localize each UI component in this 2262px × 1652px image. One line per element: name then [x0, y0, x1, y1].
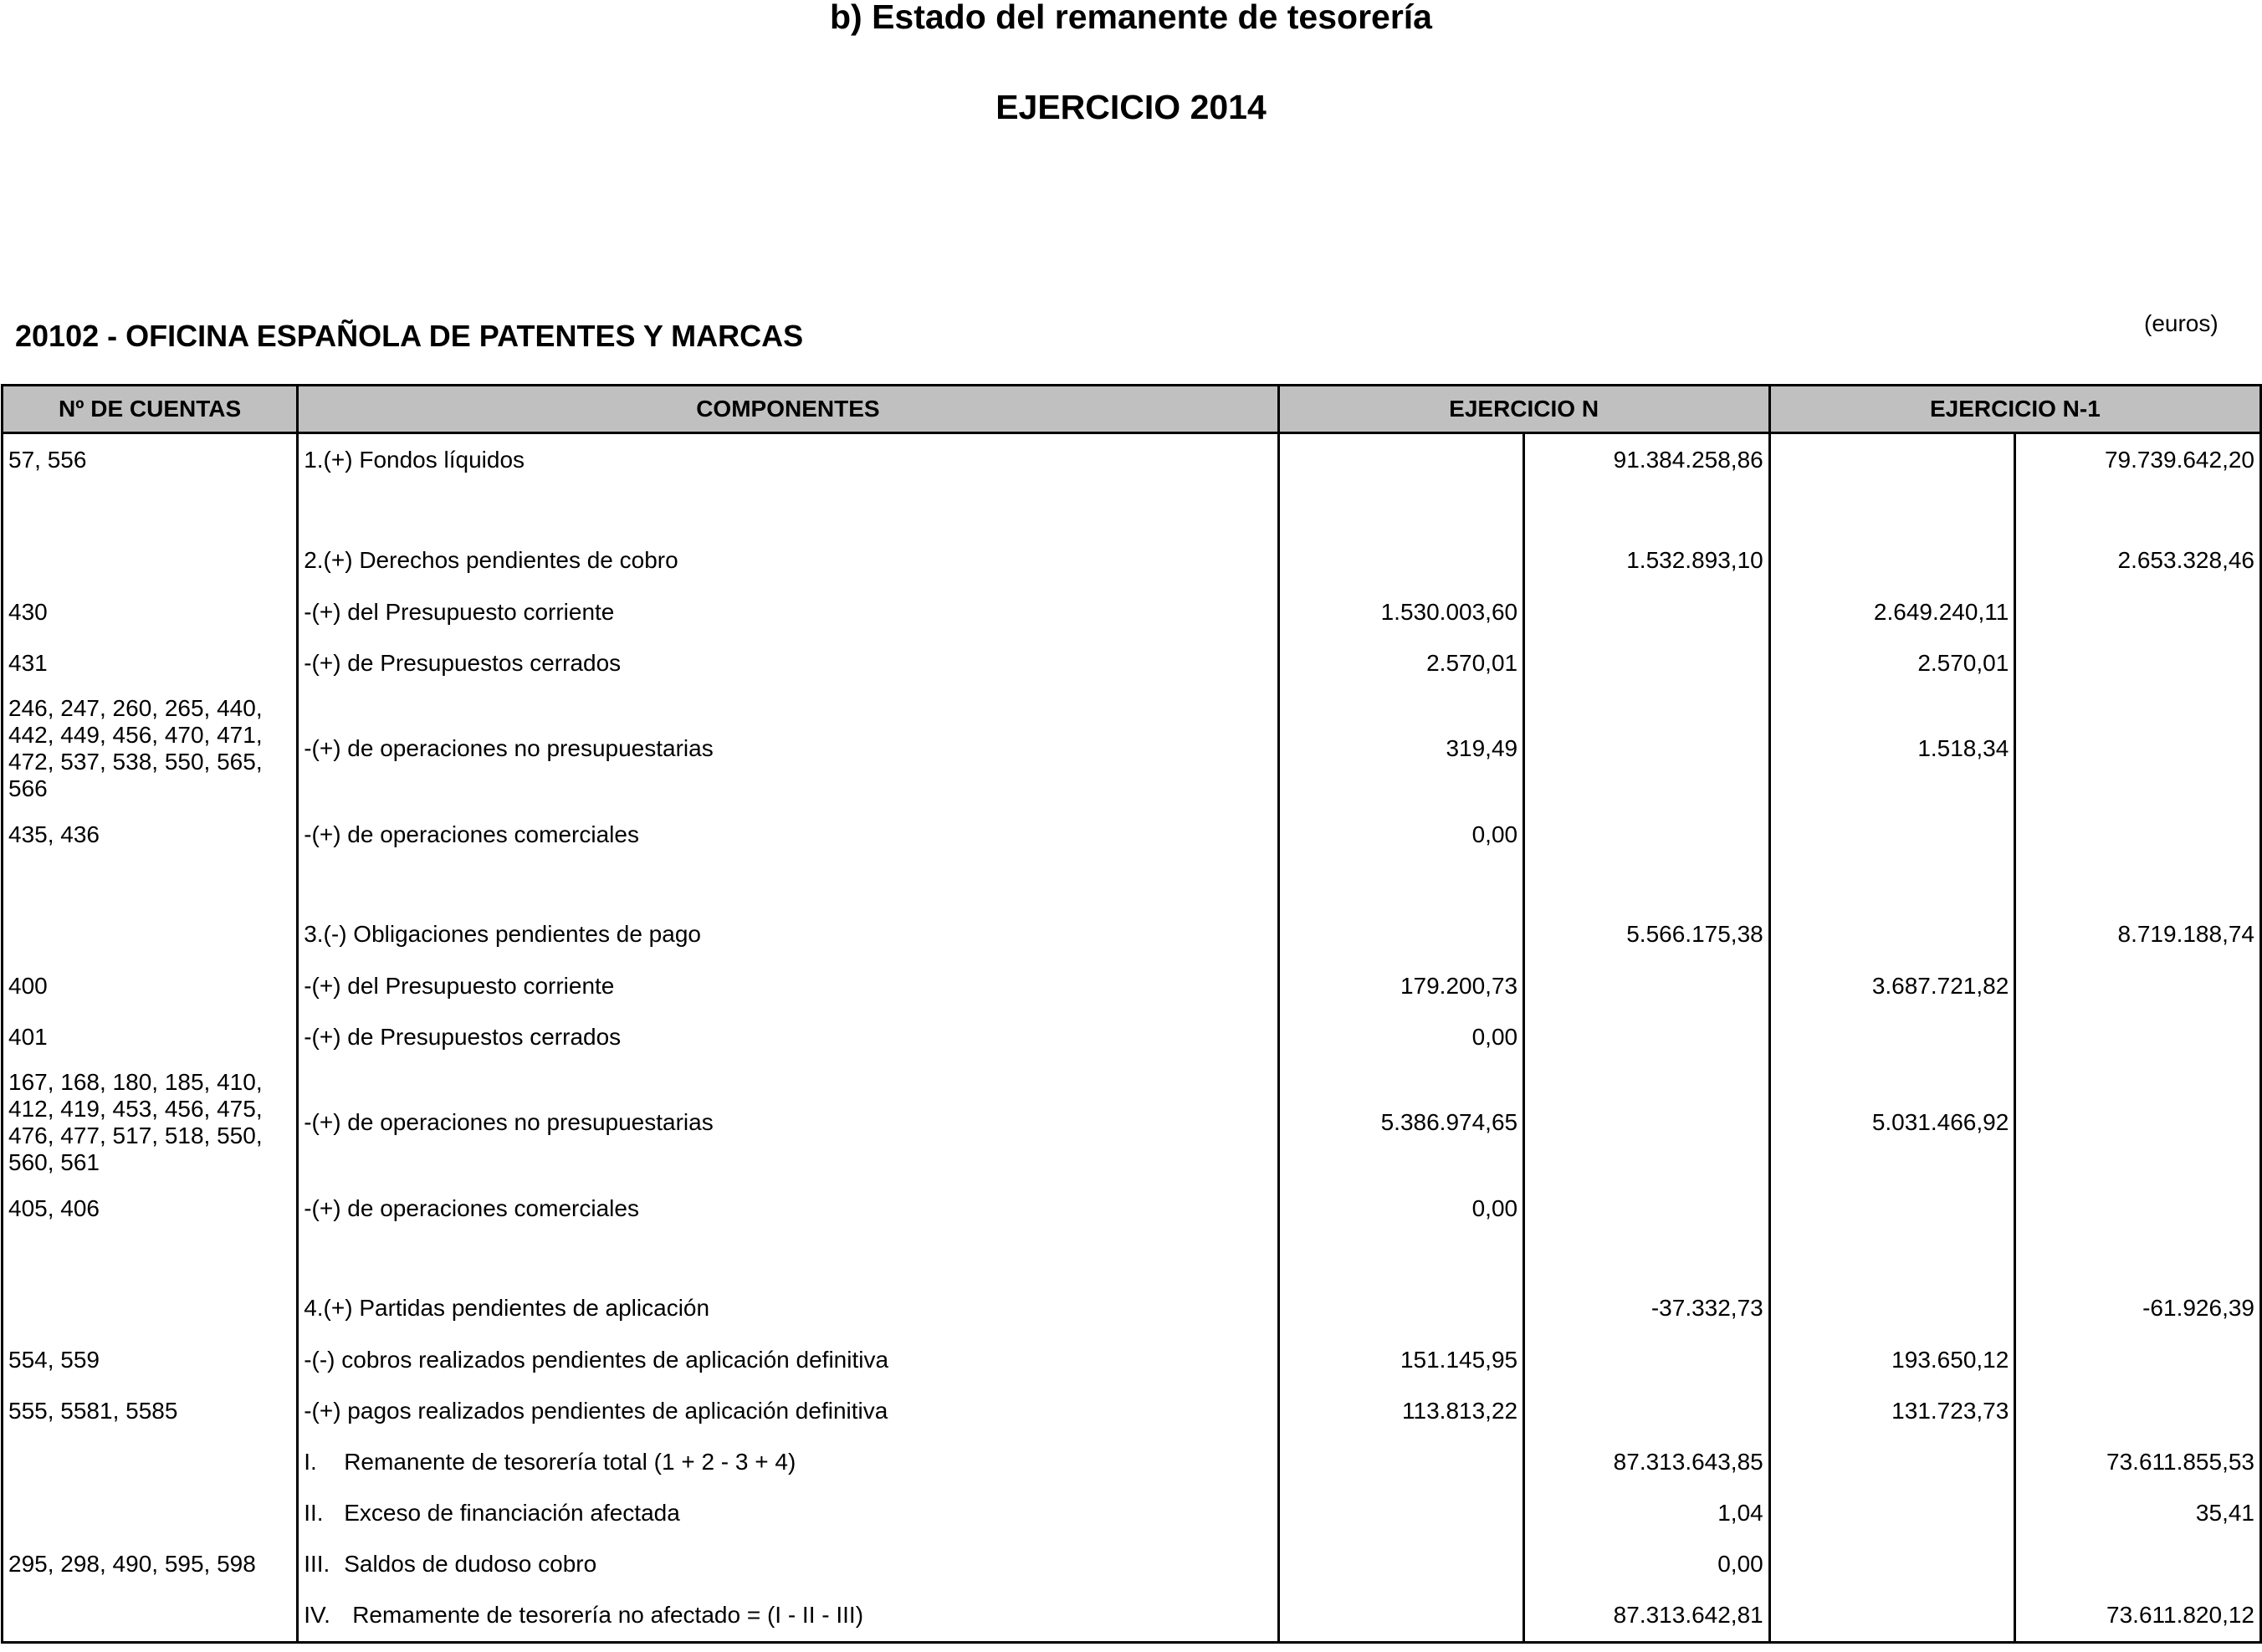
n-total-cell: 5.566.175,38: [1524, 908, 1770, 960]
component-label: Saldos de dudoso cobro: [344, 1550, 597, 1577]
n-detail-cell: [1278, 433, 1524, 487]
n-total-cell: 91.384.258,86: [1524, 433, 1770, 487]
accounts-cell: 57, 556: [3, 433, 298, 487]
n1-detail-cell: 193.650,12: [1769, 1334, 2015, 1385]
n-detail-cell: 113.813,22: [1278, 1385, 1524, 1436]
n-total-cell: [1524, 637, 1770, 688]
n-detail-cell: [1278, 1589, 1524, 1643]
n-total-cell: [1524, 960, 1770, 1011]
n-detail-cell: [1278, 534, 1524, 586]
accounts-cell: 554, 559: [3, 1334, 298, 1385]
n-detail-cell: [1278, 1436, 1524, 1487]
component-cell: -(+) del Presupuesto corriente: [298, 960, 1278, 1011]
accounts-cell: [3, 908, 298, 960]
n-total-cell: -37.332,73: [1524, 1282, 1770, 1334]
accounts-cell: 430: [3, 586, 298, 637]
component-cell: 4.(+) Partidas pendientes de aplicación: [298, 1282, 1278, 1334]
table-row: [3, 809, 2261, 860]
header-ejercicio-n: EJERCICIO N: [1278, 386, 1769, 433]
n1-detail-cell: 2.570,01: [1769, 637, 2015, 688]
year-title: EJERCICIO 2014: [995, 88, 1267, 126]
header-accounts: Nº DE CUENTAS: [3, 386, 298, 433]
table-row: [3, 960, 2261, 1011]
n1-total-cell: [2015, 688, 2261, 809]
roman-numeral: II.: [304, 1499, 324, 1526]
n1-detail-cell: [1769, 1487, 2015, 1538]
n1-detail-cell: 2.649.240,11: [1769, 586, 2015, 637]
n1-total-cell: 73.611.820,12: [2015, 1589, 2261, 1643]
n1-detail-cell: 3.687.721,82: [1769, 960, 2015, 1011]
n1-detail-cell: [1769, 809, 2015, 860]
n-total-cell: [1524, 1334, 1770, 1385]
n-detail-cell: 151.145,95: [1278, 1334, 1524, 1385]
n1-total-cell: 8.719.188,74: [2015, 908, 2261, 960]
component-cell: 2.(+) Derechos pendientes de cobro: [298, 534, 1278, 586]
component-cell: -(+) pagos realizados pendientes de aplicación definitiva: [298, 1385, 1278, 1436]
table-row: [3, 1011, 2261, 1062]
n1-total-cell: 73.611.855,53: [2015, 1436, 2261, 1487]
accounts-cell: 400: [3, 960, 298, 1011]
n1-total-cell: [2015, 1385, 2261, 1436]
n1-total-cell: [2015, 1538, 2261, 1589]
accounts-cell: 405, 406: [3, 1183, 298, 1234]
n-total-cell: [1524, 1011, 1770, 1062]
n-detail-cell: [1278, 1538, 1524, 1589]
n1-detail-cell: [1769, 534, 2015, 586]
table-row: [3, 1538, 2261, 1589]
n1-detail-cell: [1769, 1011, 2015, 1062]
n-total-cell: [1524, 809, 1770, 860]
accounts-cell: 401: [3, 1011, 298, 1062]
n1-detail-cell: [1769, 1183, 2015, 1234]
component-cell: -(+) de Presupuestos cerrados: [298, 637, 1278, 688]
component-cell: -(+) de operaciones no presupuestarias: [298, 1062, 1278, 1183]
component-cell: -(+) del Presupuesto corriente: [298, 586, 1278, 637]
n-detail-cell: 2.570,01: [1278, 637, 1524, 688]
spacer-row: [3, 1234, 2261, 1282]
n-total-cell: 87.313.643,85: [1524, 1436, 1770, 1487]
n-total-cell: 1,04: [1524, 1487, 1770, 1538]
n-detail-cell: 0,00: [1278, 809, 1524, 860]
n1-detail-cell: 1.518,34: [1769, 688, 2015, 809]
table-row: [3, 534, 2261, 586]
n1-detail-cell: 131.723,73: [1769, 1385, 2015, 1436]
n1-total-cell: [2015, 1062, 2261, 1183]
accounts-cell: [3, 534, 298, 586]
remanente-table: [1, 384, 2262, 1644]
entity-title: 20102 - OFICINA ESPAÑOLA DE PATENTES Y MARCAS: [15, 319, 804, 353]
n-detail-cell: 319,49: [1278, 688, 1524, 809]
n1-total-cell: 35,41: [2015, 1487, 2261, 1538]
n1-total-cell: -61.926,39: [2015, 1282, 2261, 1334]
accounts-cell: [3, 1487, 298, 1538]
component-label: Remanente de tesorería total (1 + 2 - 3 + 4): [344, 1448, 796, 1475]
n-total-cell: [1524, 1183, 1770, 1234]
table-row: [3, 1436, 2261, 1487]
accounts-cell: [3, 1282, 298, 1334]
n1-total-cell: [2015, 1183, 2261, 1234]
n-detail-cell: 1.530.003,60: [1278, 586, 1524, 637]
section-title: b) Estado del remanente de tesorería: [829, 0, 1432, 36]
n1-detail-cell: [1769, 908, 2015, 960]
component-cell: -(+) de operaciones no presupuestarias: [298, 688, 1278, 809]
header-ejercicio-n-1: EJERCICIO N-1: [1769, 386, 2260, 433]
accounts-cell: 295, 298, 490, 595, 598: [3, 1538, 298, 1589]
spacer-row: [3, 486, 2261, 534]
n-detail-cell: [1278, 908, 1524, 960]
n1-detail-cell: 5.031.466,92: [1769, 1062, 2015, 1183]
component-cell: 1.(+) Fondos líquidos: [298, 433, 1278, 487]
accounts-cell: 167, 168, 180, 185, 410, 412, 419, 453, 456, 475, 476, 477, 517, 518, 550, 560, 561: [3, 1062, 298, 1183]
component-cell: -(+) de operaciones comerciales: [298, 809, 1278, 860]
table-row: [3, 1183, 2261, 1234]
roman-numeral: I.: [304, 1448, 317, 1475]
n1-detail-cell: [1769, 1589, 2015, 1643]
table-row: [3, 1062, 2261, 1183]
accounts-cell: 555, 5581, 5585: [3, 1385, 298, 1436]
table-row: [3, 1282, 2261, 1334]
n1-total-cell: [2015, 637, 2261, 688]
n-total-cell: 87.313.642,81: [1524, 1589, 1770, 1643]
accounts-cell: [3, 1436, 298, 1487]
table-row: [3, 908, 2261, 960]
roman-numeral: IV.: [304, 1602, 330, 1628]
n1-total-cell: [2015, 960, 2261, 1011]
n1-detail-cell: [1769, 1538, 2015, 1589]
n-detail-cell: 179.200,73: [1278, 960, 1524, 1011]
roman-numeral: III.: [304, 1550, 330, 1577]
n1-detail-cell: [1769, 433, 2015, 487]
component-cell: -(+) de operaciones comerciales: [298, 1183, 1278, 1234]
accounts-cell: 246, 247, 260, 265, 440, 442, 449, 456, 470, 471, 472, 537, 538, 550, 565, 566: [3, 688, 298, 809]
component-cell: -(+) de Presupuestos cerrados: [298, 1011, 1278, 1062]
table-header-row: [3, 386, 2261, 433]
n-total-cell: 0,00: [1524, 1538, 1770, 1589]
component-cell: 3.(-) Obligaciones pendientes de pago: [298, 908, 1278, 960]
n-total-cell: [1524, 1062, 1770, 1183]
n-detail-cell: 0,00: [1278, 1183, 1524, 1234]
n1-total-cell: [2015, 1011, 2261, 1062]
component-label: Remamente de tesorería no afectado = (I - II - III): [352, 1602, 864, 1628]
component-cell: [298, 1538, 1278, 1589]
table-row: [3, 688, 2261, 809]
n1-total-cell: [2015, 809, 2261, 860]
n-total-cell: [1524, 1385, 1770, 1436]
component-cell: [298, 1589, 1278, 1643]
n1-total-cell: 79.739.642,20: [2015, 433, 2261, 487]
component-cell: -(-) cobros realizados pendientes de aplicación definitiva: [298, 1334, 1278, 1385]
table-row: [3, 637, 2261, 688]
n1-total-cell: [2015, 586, 2261, 637]
table-row: [3, 1385, 2261, 1436]
table-row: [3, 586, 2261, 637]
table-row: [3, 1334, 2261, 1385]
n1-detail-cell: [1769, 1282, 2015, 1334]
component-label: Exceso de financiación afectada: [344, 1499, 680, 1526]
table-row: [3, 433, 2261, 487]
header-components: COMPONENTES: [298, 386, 1278, 433]
n-detail-cell: 0,00: [1278, 1011, 1524, 1062]
table-row: [3, 1487, 2261, 1538]
n-total-cell: 1.532.893,10: [1524, 534, 1770, 586]
units-label: (euros): [2144, 310, 2218, 336]
n-detail-cell: 5.386.974,65: [1278, 1062, 1524, 1183]
accounts-cell: [3, 1589, 298, 1643]
accounts-cell: 431: [3, 637, 298, 688]
n-detail-cell: [1278, 1282, 1524, 1334]
n-total-cell: [1524, 688, 1770, 809]
accounts-cell: 435, 436: [3, 809, 298, 860]
spacer-row: [3, 860, 2261, 908]
n1-detail-cell: [1769, 1436, 2015, 1487]
component-cell: [298, 1487, 1278, 1538]
component-cell: [298, 1436, 1278, 1487]
n-total-cell: [1524, 586, 1770, 637]
n1-total-cell: 2.653.328,46: [2015, 534, 2261, 586]
n1-total-cell: [2015, 1334, 2261, 1385]
table-row: [3, 1589, 2261, 1643]
n-detail-cell: [1278, 1487, 1524, 1538]
